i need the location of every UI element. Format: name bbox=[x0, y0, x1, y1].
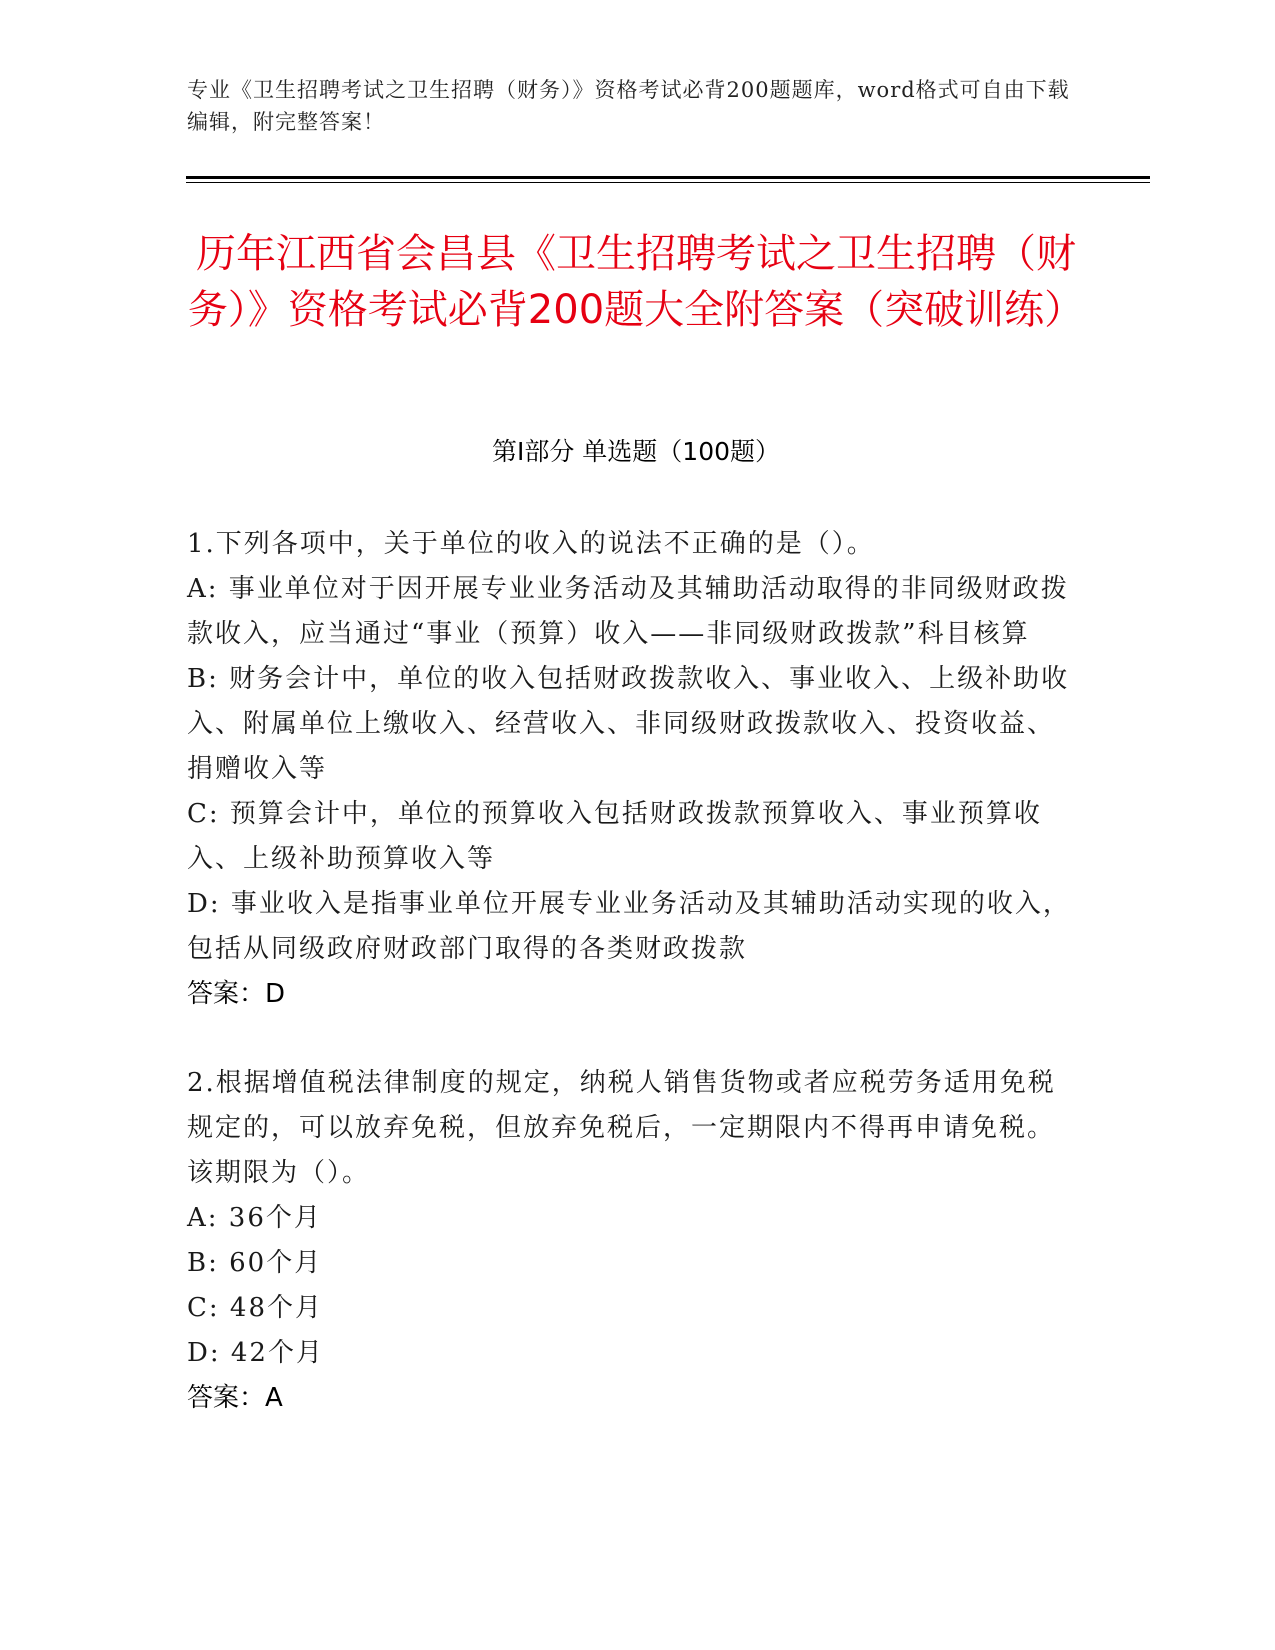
option-d: D: 事业收入是指事业单位开展专业业务活动及其辅助活动实现的收入，包括从同级政府财政部门取得的各类财政拨款 bbox=[187, 889, 1071, 964]
section-heading: 第I部分 单选题（100题） bbox=[491, 437, 781, 466]
header-note: 专业《卫生招聘考试之卫生招聘（财务）》资格考试必背200题题库，word格式可自由下载编辑，附完整答案！ bbox=[187, 78, 1070, 134]
option-b: B: 60个月 bbox=[187, 1248, 323, 1278]
question-1 bbox=[187, 522, 1077, 1017]
question-list bbox=[187, 522, 1077, 1465]
option-a: A: 事业单位对于因开展专业业务活动及其辅助活动取得的非同级财政拨款收入，应当通过“事业（预算）收入——非同级财政拨款”科目核算 bbox=[187, 574, 1069, 649]
question-stem: 2.根据增值税法律制度的规定，纳税人销售货物或者应税劳务适用免税规定的，可以放弃免税，但放弃免税后，一定期限内不得再申请免税。该期限为（）。 bbox=[187, 1068, 1056, 1188]
option-a: A: 36个月 bbox=[187, 1203, 322, 1233]
header-rule-thick bbox=[186, 176, 1150, 179]
question-stem: 1.下列各项中，关于单位的收入的说法不正确的是（）。 bbox=[187, 529, 875, 559]
option-b: B: 财务会计中，单位的收入包括财政拨款收入、事业收入、上级补助收入、附属单位上缴收入、经营收入、非同级财政拨款收入、投资收益、捐赠收入等 bbox=[187, 664, 1070, 784]
option-c: C: 48个月 bbox=[187, 1293, 324, 1323]
question-2 bbox=[187, 1061, 1077, 1421]
option-d: D: 42个月 bbox=[187, 1338, 324, 1368]
answer-line: 答案：D bbox=[187, 979, 286, 1009]
document-title: 历年江西省会昌县《卫生招聘考试之卫生招聘（财务）》资格考试必背200题大全附答案（突破训练） bbox=[187, 231, 1085, 333]
option-c: C: 预算会计中，单位的预算收入包括财政拨款预算收入、事业预算收入、上级补助预算收入等 bbox=[187, 799, 1042, 874]
answer-line: 答案：A bbox=[187, 1383, 283, 1413]
header-rule-thin bbox=[186, 182, 1150, 183]
